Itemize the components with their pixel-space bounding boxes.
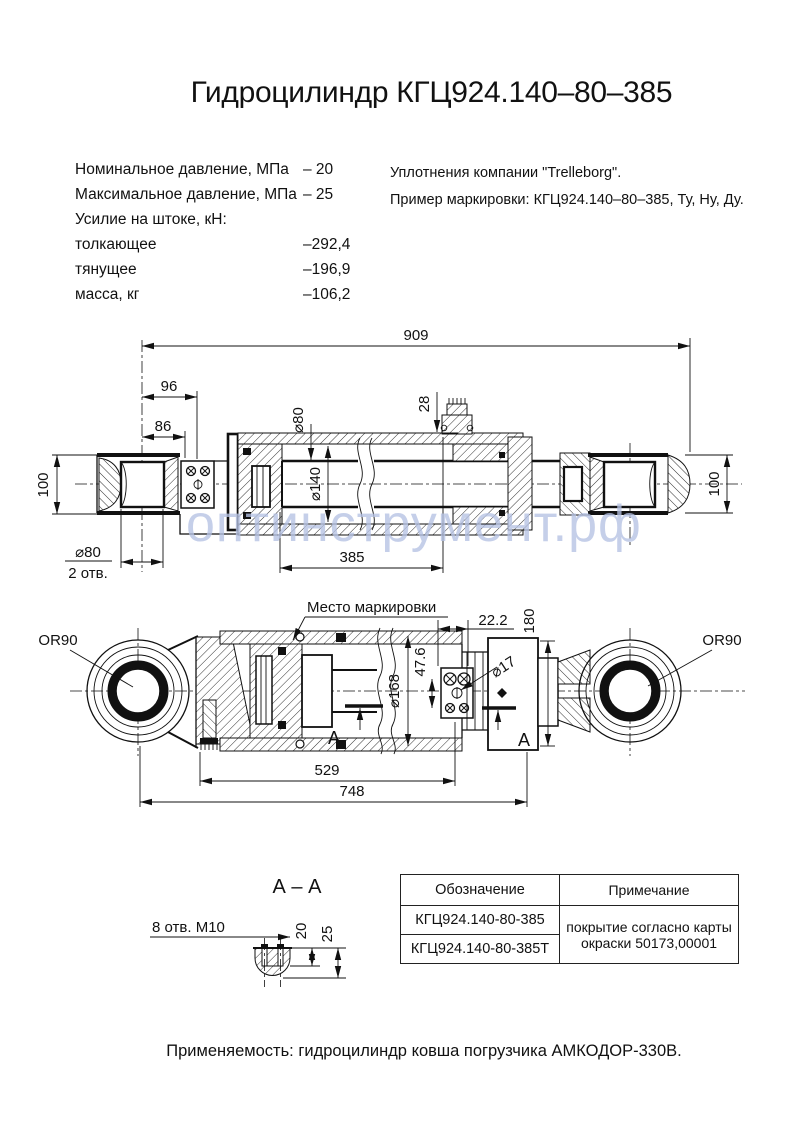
dim-909-label: 909 bbox=[403, 327, 429, 344]
spec-value: –292,4 bbox=[303, 236, 351, 253]
parts-table bbox=[400, 874, 739, 964]
dim-100-left-label: 100 bbox=[35, 472, 52, 498]
dim-25-label: 25 bbox=[319, 925, 336, 943]
spec-label: масса, кг bbox=[75, 286, 140, 303]
note-text-line: покрытие согласно карты bbox=[566, 918, 732, 935]
table-header-designation: Обозначение bbox=[401, 875, 560, 906]
side-right-eye bbox=[579, 640, 681, 742]
table-cell-note bbox=[560, 906, 739, 964]
dim-22-2-label: 22.2 bbox=[478, 612, 508, 629]
spec-label: Усилие на штоке, кН: bbox=[75, 211, 227, 228]
note-text-line: окраски 50173,00001 bbox=[580, 934, 718, 951]
marking-label: Место маркировки bbox=[307, 599, 437, 616]
dim-100-right-label: 100 bbox=[706, 471, 723, 497]
section-letter-right: А bbox=[517, 730, 531, 750]
table-cell-designation: КГЦ924.140-80-385 bbox=[401, 906, 560, 935]
application-note: Применяемость: гидроцилиндр ковша погрузчика АМКОДОР-330В. bbox=[166, 1042, 682, 1060]
dim-96-label: 96 bbox=[160, 378, 178, 395]
side-port-block bbox=[441, 668, 473, 718]
or90-left-label: OR90 bbox=[38, 632, 78, 649]
spec-value: – 20 bbox=[303, 161, 334, 178]
top-head bbox=[453, 437, 532, 530]
side-left-eye bbox=[87, 636, 198, 748]
dim-529-label: 529 bbox=[314, 762, 340, 779]
dim-rod-dia-label: ⌀80 bbox=[290, 407, 307, 433]
dim-17-label: ⌀17 bbox=[488, 653, 519, 682]
dim-28-label: 28 bbox=[416, 395, 433, 413]
or90-right bbox=[648, 632, 742, 686]
dim-eye-dia-label: ⌀80 bbox=[75, 544, 101, 561]
spec-value: –106,2 bbox=[303, 286, 351, 303]
dim-748-label: 748 bbox=[339, 783, 365, 800]
page-title: Гидроцилиндр КГЦ924.140–80–385 bbox=[190, 76, 673, 109]
side-view bbox=[38, 599, 745, 807]
spec-value: – 25 bbox=[303, 186, 334, 203]
section-dimensions bbox=[283, 923, 346, 978]
dim-385-label: 385 bbox=[339, 549, 365, 566]
dim-180-label: 180 bbox=[521, 608, 538, 634]
dim-86-label: 86 bbox=[154, 418, 172, 435]
top-fitting bbox=[441, 398, 473, 434]
table-cell-designation: КГЦ924.140-80-385Т bbox=[401, 935, 560, 964]
top-view bbox=[35, 327, 742, 582]
note-line: Пример маркировки: КГЦ924.140–80–385, Ту, Ну, Ду. bbox=[390, 192, 744, 208]
section-a-a bbox=[150, 876, 346, 987]
dim-20-label: 20 bbox=[293, 922, 310, 940]
watermark: оптинструмент.рф bbox=[186, 495, 642, 553]
or90-right-label: OR90 bbox=[702, 632, 742, 649]
section-holes-label: 8 отв. М10 bbox=[152, 919, 225, 936]
table-header-note: Примечание bbox=[560, 875, 739, 906]
section-part bbox=[253, 938, 292, 987]
spec-value: –196,9 bbox=[303, 261, 351, 278]
top-right-eye bbox=[560, 453, 690, 515]
dim-168-label: ⌀168 bbox=[386, 673, 403, 709]
spec-label: тянущее bbox=[75, 261, 137, 278]
dim-eye-holes-label: 2 отв. bbox=[68, 565, 108, 582]
spec-label: Номинальное давление, МПа bbox=[75, 161, 289, 178]
or90-left bbox=[38, 632, 133, 687]
section-letter-left: А bbox=[327, 728, 341, 748]
spec-label: Максимальное давление, МПа bbox=[75, 186, 297, 203]
dim-bore-dia-label: ⌀140 bbox=[307, 466, 324, 502]
note-line: Уплотнения компании "Trelleborg". bbox=[390, 165, 622, 181]
section-title: А – А bbox=[272, 876, 322, 898]
top-left-eye bbox=[97, 455, 180, 513]
dim-47-6-label: 47.6 bbox=[412, 647, 429, 677]
spec-label: толкающее bbox=[75, 236, 157, 253]
